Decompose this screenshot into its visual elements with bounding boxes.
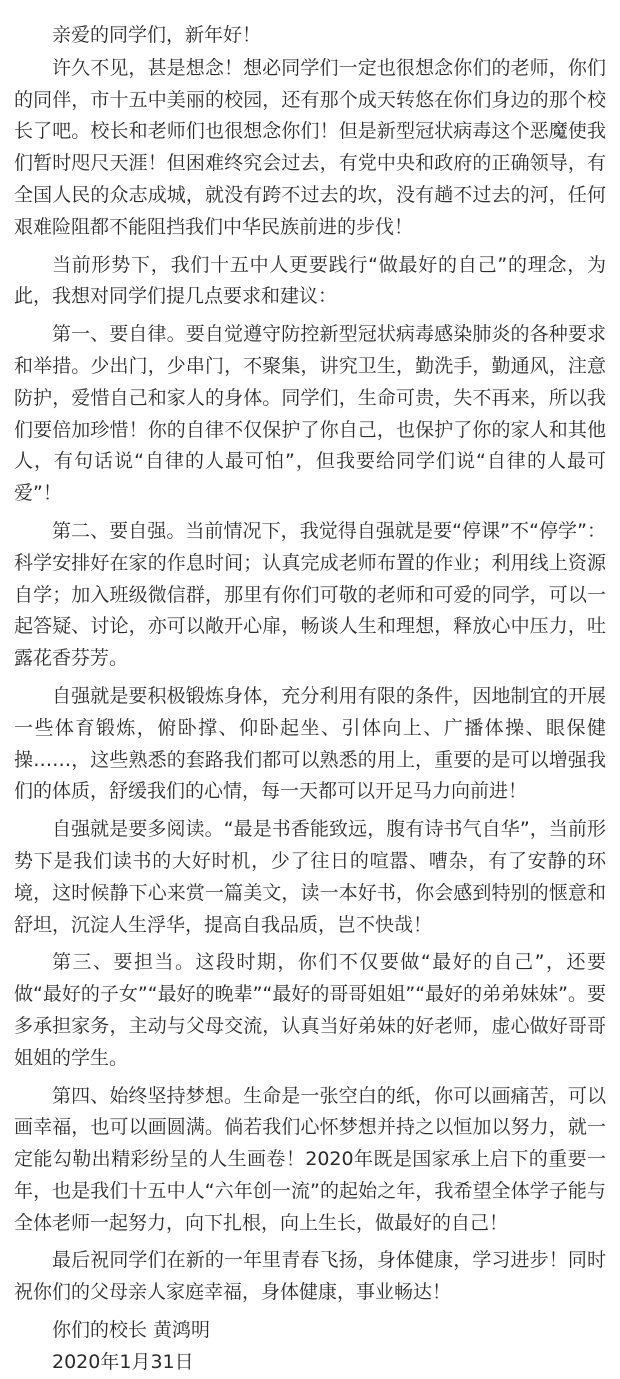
paragraph-intro: 许久不见，甚是想念！想必同学们一定也很想念你们的老师，你们的同伴，市十五中美丽的校园，还有那个成天转悠在你们身边的那个校长了吧。校长和老师们也很想念你们！但是新型冠状病毒这个恶魔使我们暂时咫尺天涯！但困难终究会过去，有党中央和政府的正确领导，有全国人民的众志成城，就没有跨不过去的坎，没有趟不过去的河，任何艰难险阻都不能阻挡我们中华民族前进的步伐！ bbox=[14, 56, 606, 238]
paragraph-situation: 当前形势下，我们十五中人更要践行“做最好的自己”的理念，为此，我想对同学们提几点要求和建议： bbox=[14, 253, 606, 308]
paragraph-reading: 自强就是要多阅读。“最是书香能致远，腹有诗书气自华”，当前形势下是我们读书的大好时机，少了往日的喧嚣、嘈杂，有了安静的环境，这时候静下心来赏一篇美文，读一本好书，你会感到特别的惬意和舒坦，沉淀人生浮华，提高自我品质，岂不快哉！ bbox=[14, 818, 606, 936]
paragraph-self-improvement: 第二、要自强。当前情况下，我觉得自强就是要“停课”不“停学”：科学安排好在家的作息时间；认真完成老师布置的作业；利用线上资源自学；加入班级微信群，那里有你们可敬的老师和可爱的同学，可以一起答疑、讨论，亦可以敞开心扉，畅谈人生和理想，释放心中压力，吐露花香芬芳。 bbox=[14, 519, 606, 670]
letter-greeting: 亲爱的同学们，新年好！ bbox=[52, 24, 262, 46]
paragraph-dreams: 第四、始终坚持梦想。生命是一张空白的纸，你可以画痛苦，可以画幸福，也可以画圆满。倘若我们心怀梦想并持之以恒加以努力，就一定能勾勒出精彩纷呈的人生画卷！2020年既是国家承上启下的重要一年，也是我们十五中人“六年创一流”的起始之年，我希望全体学子能与全体老师一起努力，向下扎根，向上生长，做最好的自己！ bbox=[14, 1084, 606, 1234]
paragraph-responsibility: 第三、要担当。这段时期，你们不仅要做“最好的自己”，还要做“最好的子女”“最好的晚辈”“最好的哥哥姐姐”“最好的弟弟妹妹”。要多承担家务，主动与父母交流，认真当好弟妹的好老师，虚心做好哥哥姐姐的学生。 bbox=[14, 951, 606, 1069]
paragraph-self-discipline: 第一、要自律。要自觉遵守防控新型冠状病毒感染肺炎的各种要求和举措。少出门，少串门，不聚集，讲究卫生，勤洗手，勤通风，注意防护，爱惜自己和家人的身体。同学们，生命可贵，失不再来，所以我们要倍加珍惜！你的自律不仅保护了你自己，也保护了你的家人和其他人，有句话说“自律的人最可怕”，但我要给同学们说“自律的人最可爱”！ bbox=[14, 323, 606, 505]
letter-signature: 你们的校长 黄鸿明 bbox=[52, 1319, 211, 1342]
letter-date: 2020年1月31日 bbox=[52, 1350, 194, 1373]
paragraph-closing-wishes: 最后祝同学们在新的一年里青春飞扬，身体健康，学习进步！同时祝你们的父母亲人家庭幸福，身体健康，事业畅达！ bbox=[14, 1249, 606, 1304]
paragraph-exercise: 自强就是要积极锻炼身体，充分利用有限的条件，因地制宜的开展一些体育锻炼，俯卧撑、仰卧起坐、引体向上、广播体操、眼保健操……，这些熟悉的套路我们都可以熟悉的用上，重要的是可以增强我们的体质，舒缓我们的心情，每一天都可以开足马力向前进！ bbox=[14, 684, 606, 803]
